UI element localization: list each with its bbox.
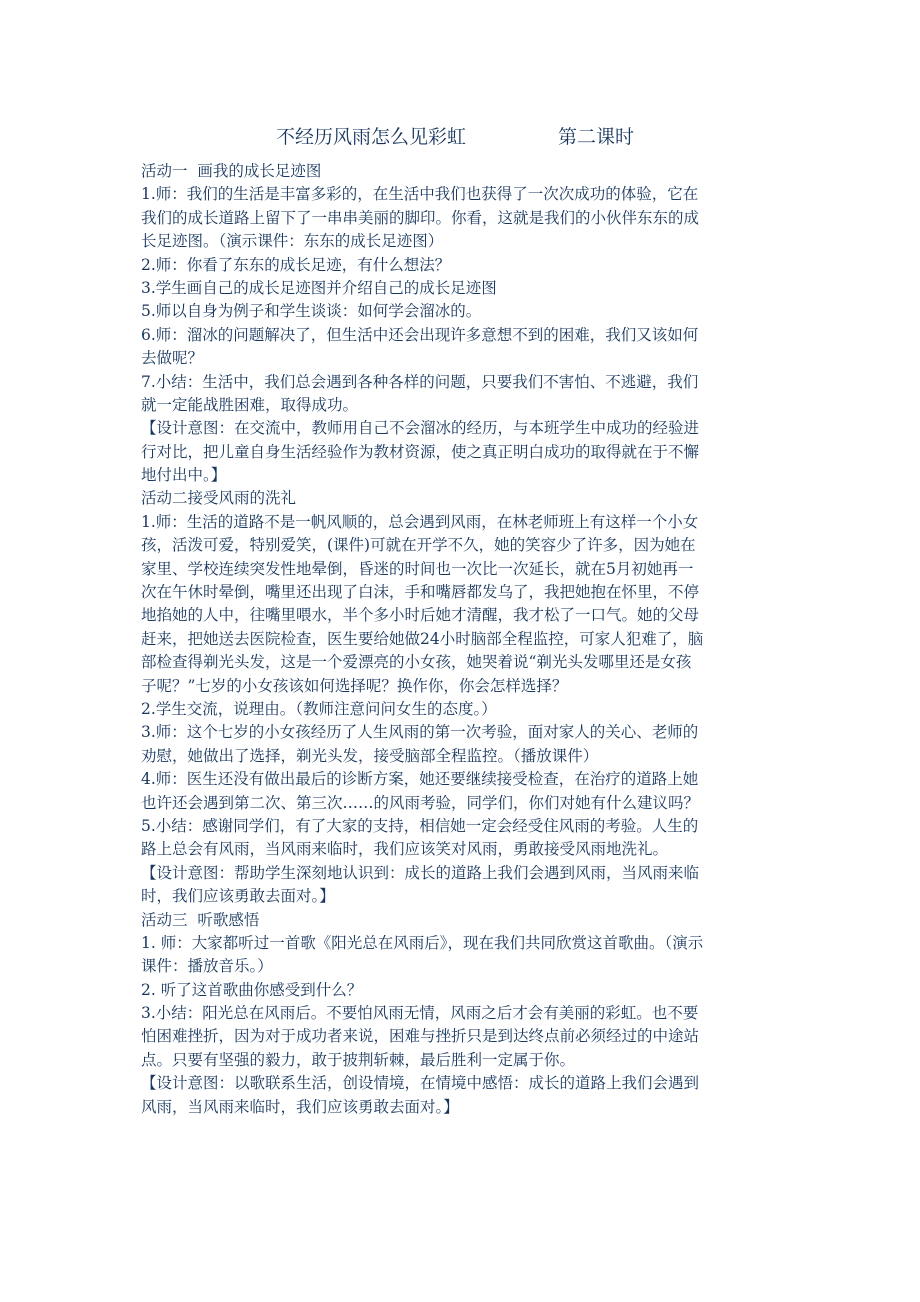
text-line: 长足迹图。（演示课件：东东的成长足迹图） <box>141 232 444 251</box>
text-line: 【设计意图：帮助学生深刻地认识到：成长的道路上我们会遇到风雨，当风雨来临 <box>141 863 700 882</box>
text-line: 劝慰，她做出了选择，剃光头发，接受脑部全程监控。（播放课件） <box>141 746 599 765</box>
text-line: 路上总会有风雨，当风雨来临时，我们应该笑对风雨，勇敢接受风雨地洗礼。 <box>141 840 669 859</box>
text-line: 赶来，把她送去医院检查，医生要给她做24小时脑部全程监控，可家人犯难了，脑 <box>141 629 704 648</box>
text-line: 4.师：医生还没有做出最后的诊断方案，她还要继续接受检查，在治疗的道路上她 <box>141 770 699 789</box>
text-line: 3.学生画自己的成长足迹图并介绍自己的成长足迹图 <box>141 278 497 297</box>
title-main: 不经历风雨怎么见彩虹 <box>276 126 467 148</box>
text-line: 子呢？”七岁的小女孩该如何选择呢？换作你，你会怎样选择？ <box>141 676 568 695</box>
document-body <box>141 160 785 1119</box>
text-line: 行对比，把儿童自身生活经验作为教材资源，使之真正明白成功的取得就在于不懈 <box>141 442 700 461</box>
document-title <box>0 124 920 150</box>
text-line: 1. 师：大家都听过一首歌《阳光总在风雨后》，现在我们共同欣赏这首歌曲。（演示 <box>141 933 704 952</box>
text-line: 5.师以自身为例子和学生谈谈：如何学会溜冰的。 <box>141 302 482 321</box>
text-line: 6.师：溜冰的问题解决了，但生活中还会出现许多意想不到的困难，我们又该如何 <box>141 325 699 344</box>
text-line: 孩，活泼可爱，特别爱笑，(课件)可就在开学不久，她的笑容少了许多，因为她在 <box>141 536 696 555</box>
text-line: 1.师：我们的生活是丰富多彩的，在生活中我们也获得了一次次成功的体验，它在 <box>141 185 699 204</box>
text-line: 家里、学校连续突发性地晕倒，昏迷的时间也一次比一次延长，就在5月初她再一 <box>141 559 694 578</box>
text-line: 我们的成长道路上留下了一串串美丽的脚印。你看，这就是我们的小伙伴东东的成 <box>141 208 700 227</box>
text-line: 课件：播放音乐。） <box>141 957 273 976</box>
text-line: 【设计意图：在交流中，教师用自己不会溜冰的经历，与本班学生中成功的经验进 <box>141 419 700 438</box>
text-line: 去做呢？ <box>141 349 204 368</box>
text-line: 3.师：这个七岁的小女孩经历了人生风雨的第一次考验，面对家人的关心、老师的 <box>141 723 699 742</box>
text-line: 风雨，当风雨来临时，我们应该勇敢去面对。】 <box>141 1097 459 1116</box>
text-line: 活动一 画我的成长足迹图 <box>141 162 322 180</box>
text-line: 活动二接受风雨的洗礼 <box>141 489 297 508</box>
text-line: 时，我们应该勇敢去面对。】 <box>141 887 335 906</box>
text-line: 怕困难挫折，因为对于成功者来说，困难与挫折只是到达终点前必须经过的中途站 <box>141 1027 700 1046</box>
text-line: 点。只要有坚强的毅力，敢于披荆斩棘，最后胜利一定属于你。 <box>141 1050 576 1069</box>
text-line: 5.小结：感谢同学们，有了大家的支持，相信她一定会经受住风雨的考验。人生的 <box>141 816 699 835</box>
text-line: 地掐她的人中，往嘴里喂水，半个多小时后她才清醒，我才松了一口气。她的父母 <box>141 606 700 625</box>
text-line: 2.师：你看了东东的成长足迹，有什么想法？ <box>141 255 451 274</box>
text-line: 【设计意图：以歌联系生活，创设情境，在情境中感悟：成长的道路上我们会遇到 <box>141 1074 700 1093</box>
text-line: 次在午休时晕倒，嘴里还出现了白沫，手和嘴唇都发乌了，我把她抱在怀里，不停 <box>141 583 700 602</box>
text-line: 就一定能战胜困难，取得成功。 <box>141 395 359 414</box>
text-line: 1.师：生活的道路不是一帆风顺的，总会遇到风雨，在林老师班上有这样一个小女 <box>141 512 699 531</box>
text-line: 地付出中。】 <box>141 466 227 485</box>
text-line: 3.小结：阳光总在风雨后。不要怕风雨无情，风雨之后才会有美丽的彩虹。也不要 <box>141 1004 699 1023</box>
title-lesson: 第二课时 <box>558 126 635 148</box>
text-line: 7.小结：生活中，我们总会遇到各种各样的问题，只要我们不害怕、不逃避，我们 <box>141 372 699 391</box>
text-line: 部检查得剃光头发，这是一个爱漂亮的小女孩，她哭着说“剃光头发哪里还是女孩 <box>141 653 692 672</box>
text-line: 也许还会遇到第二次、第三次……的风雨考验，同学们，你们对她有什么建议吗？ <box>141 793 700 812</box>
text-line: 活动三 听歌感悟 <box>141 910 260 929</box>
text-line: 2. 听了这首歌曲你感受到什么？ <box>141 980 363 999</box>
text-line: 2.学生交流，说理由。（教师注意问问女生的态度。） <box>141 699 497 718</box>
